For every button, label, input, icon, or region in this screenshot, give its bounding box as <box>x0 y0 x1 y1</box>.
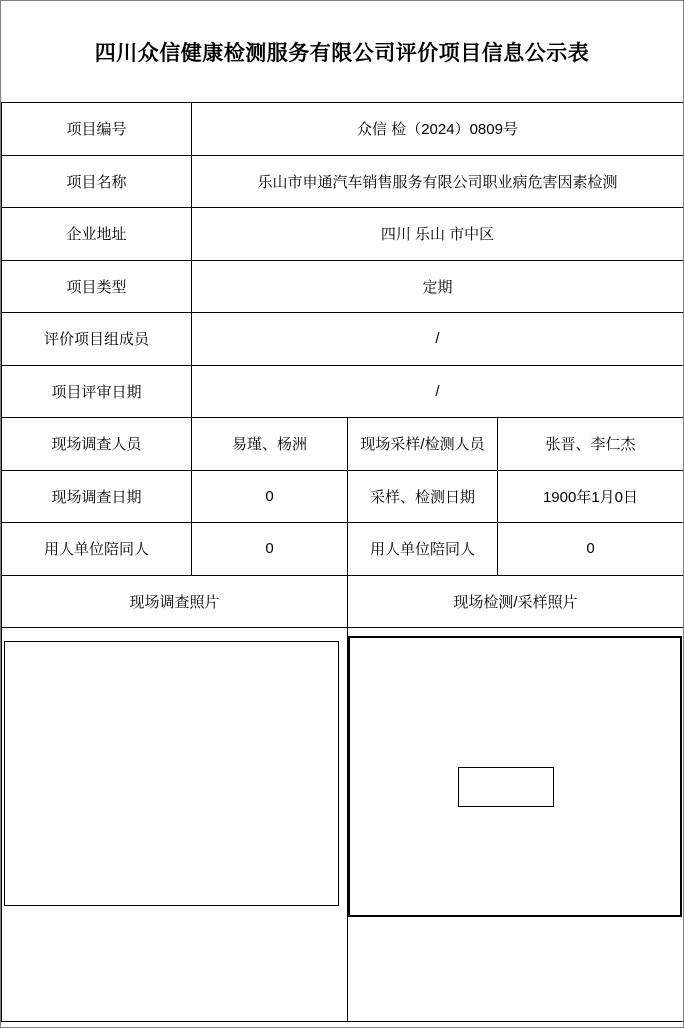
row-label: 采样、检测日期 <box>348 470 498 523</box>
row-label: 用人单位陪同人 <box>2 523 192 576</box>
row-value: 乐山市申通汽车销售服务有限公司职业病危害因素检测 <box>192 155 684 208</box>
photo-header-right: 现场检测/采样照片 <box>348 575 684 628</box>
row-value: / <box>192 313 684 366</box>
photo-header-left: 现场调查照片 <box>2 575 348 628</box>
table-row-project-number <box>2 103 684 156</box>
table-row-project-type <box>2 260 684 313</box>
row-label: 项目类型 <box>2 260 192 313</box>
row-value: 0 <box>192 523 348 576</box>
row-label: 用人单位陪同人 <box>348 523 498 576</box>
row-value: 0 <box>498 523 684 576</box>
table-row-company-address <box>2 208 684 261</box>
row-value: 易瑾、杨洲 <box>192 418 348 471</box>
page-title: 四川众信健康检测服务有限公司评价项目信息公示表 <box>94 41 590 65</box>
row-label: 项目编号 <box>2 103 192 156</box>
table-row-project-name <box>2 155 684 208</box>
row-label: 项目名称 <box>2 155 192 208</box>
row-value: 定期 <box>192 260 684 313</box>
table-row-photos <box>2 628 684 1022</box>
table-row-photo-headers <box>2 575 684 628</box>
table-row-team-members <box>2 313 684 366</box>
row-label: 现场调查日期 <box>2 470 192 523</box>
survey-photo-placeholder <box>4 641 339 906</box>
inner-photo-placeholder <box>458 767 554 807</box>
sampling-photo-placeholder <box>348 636 682 917</box>
row-label: 现场调查人员 <box>2 418 192 471</box>
row-value: 张晋、李仁杰 <box>498 418 684 471</box>
row-value: / <box>192 365 684 418</box>
table-row-escorts <box>2 523 684 576</box>
row-value: 1900年1月0日 <box>498 470 684 523</box>
project-info-table <box>1 102 684 1022</box>
row-label: 项目评审日期 <box>2 365 192 418</box>
row-label: 现场采样/检测人员 <box>348 418 498 471</box>
table-row-dates <box>2 470 684 523</box>
row-value: 众信 检（2024）0809号 <box>192 103 684 156</box>
survey-photo-cell <box>2 628 348 1022</box>
table-row-personnel <box>2 418 684 471</box>
row-label: 评价项目组成员 <box>2 313 192 366</box>
sampling-photo-cell <box>348 628 684 1022</box>
row-label: 企业地址 <box>2 208 192 261</box>
row-value: 四川 乐山 市中区 <box>192 208 684 261</box>
row-value: 0 <box>192 470 348 523</box>
table-row-review-date <box>2 365 684 418</box>
